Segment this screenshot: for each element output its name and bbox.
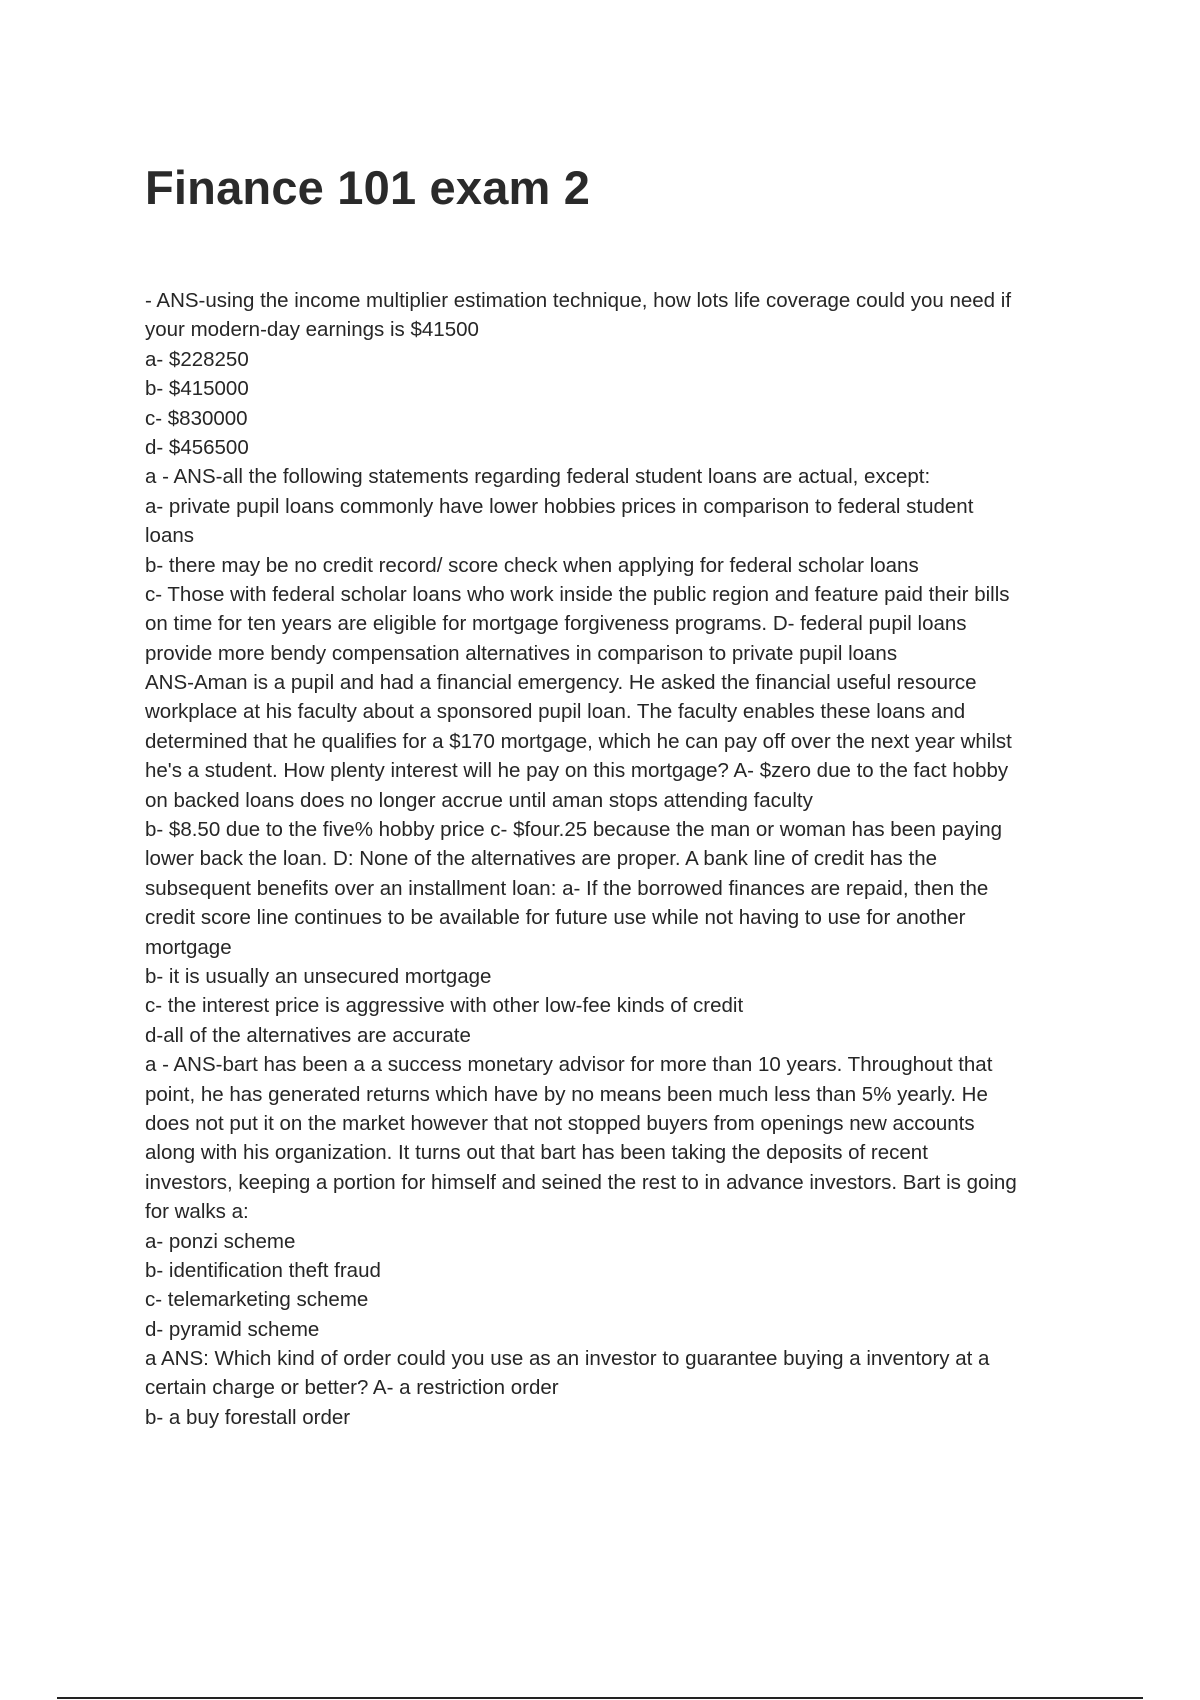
answer-option: d- pyramid scheme bbox=[145, 1317, 320, 1341]
body-line: a - ANS-all the following statements regarding federal student loans are actual, except: bbox=[145, 465, 931, 489]
answer-option: c- telemarketing scheme bbox=[145, 1288, 369, 1312]
body-line: your modern-day earnings is $41500 bbox=[145, 318, 479, 342]
answer-option: c- $830000 bbox=[145, 406, 248, 430]
answer-option: b- identification theft fraud bbox=[145, 1258, 381, 1282]
body-line: ANS-Aman is a pupil and had a financial emergency. He asked the financial useful resource bbox=[145, 671, 977, 695]
body-line: does not put it on the market however that not stopped buyers from openings new accounts bbox=[145, 1111, 975, 1135]
document-body bbox=[145, 286, 1095, 1432]
body-line: credit score line continues to be available for future use while not having to use for another bbox=[145, 906, 966, 930]
body-line: along with his organization. It turns out that bart has been taking the deposits of recent bbox=[145, 1141, 928, 1165]
body-line: he's a student. How plenty interest will he pay on this mortgage? A- $zero due to the fact hobby bbox=[145, 759, 1009, 783]
answer-option: b- $8.50 due to the five% hobby price c- $four.25 because the man or woman has been paying bbox=[145, 818, 1002, 842]
body-line: - ANS-using the income multiplier estimation technique, how lots life coverage could you need if bbox=[145, 289, 1012, 312]
body-line: subsequent benefits over an installment loan: a- If the borrowed finances are repaid, then the bbox=[145, 876, 989, 900]
body-line: determined that he qualifies for a $170 mortgage, which he can pay off over the next year whilst bbox=[145, 729, 1012, 753]
body-line: point, he has generated returns which have by no means been much less than 5% yearly. He bbox=[145, 1082, 988, 1106]
body-line: workplace at his faculty about a sponsored pupil loan. The faculty enables these loans and bbox=[145, 700, 966, 724]
page-bottom-rule bbox=[57, 1697, 1143, 1699]
answer-option: b- a buy forestall order bbox=[145, 1405, 351, 1429]
body-line: investors, keeping a portion for himself and seined the rest to in advance investors. Bart is going bbox=[145, 1170, 1017, 1194]
body-line: mortgage bbox=[145, 935, 232, 959]
body-line: provide more bendy compensation alternatives in comparison to private pupil loans bbox=[145, 641, 898, 665]
body-line: certain charge or better? A- a restriction order bbox=[145, 1376, 559, 1400]
body-line: on backed loans does no longer accrue until aman stops attending faculty bbox=[145, 788, 813, 812]
answer-option: b- $415000 bbox=[145, 377, 249, 401]
body-line: for walks a: bbox=[145, 1200, 249, 1224]
body-line: lower back the loan. D: None of the alternatives are proper. A bank line of credit has the bbox=[145, 847, 938, 871]
body-line: a ANS: Which kind of order could you use as an investor to guarantee buying a inventory at a bbox=[145, 1347, 990, 1371]
body-line: a - ANS-bart has been a a success monetary advisor for more than 10 years. Throughout that bbox=[145, 1053, 993, 1077]
answer-option: c- Those with federal scholar loans who work inside the public region and feature paid their bills bbox=[145, 582, 1010, 606]
body-line: on time for ten years are eligible for mortgage forgiveness programs. D- federal pupil loans bbox=[145, 612, 967, 636]
answer-option: c- the interest price is aggressive with other low-fee kinds of credit bbox=[145, 994, 744, 1018]
body-line: loans bbox=[145, 524, 195, 548]
answer-option: a- $228250 bbox=[145, 347, 249, 371]
answer-option: d- $456500 bbox=[145, 435, 249, 459]
answer-option: b- it is usually an unsecured mortgage bbox=[145, 964, 492, 988]
answer-option: a- ponzi scheme bbox=[145, 1229, 296, 1253]
answer-option: b- there may be no credit record/ score check when applying for federal scholar loans bbox=[145, 553, 919, 577]
answer-option: a- private pupil loans commonly have lower hobbies prices in comparison to federal student bbox=[145, 494, 974, 518]
answer-option: d-all of the alternatives are accurate bbox=[145, 1023, 471, 1047]
page-title: Finance 101 exam 2 bbox=[145, 161, 591, 214]
